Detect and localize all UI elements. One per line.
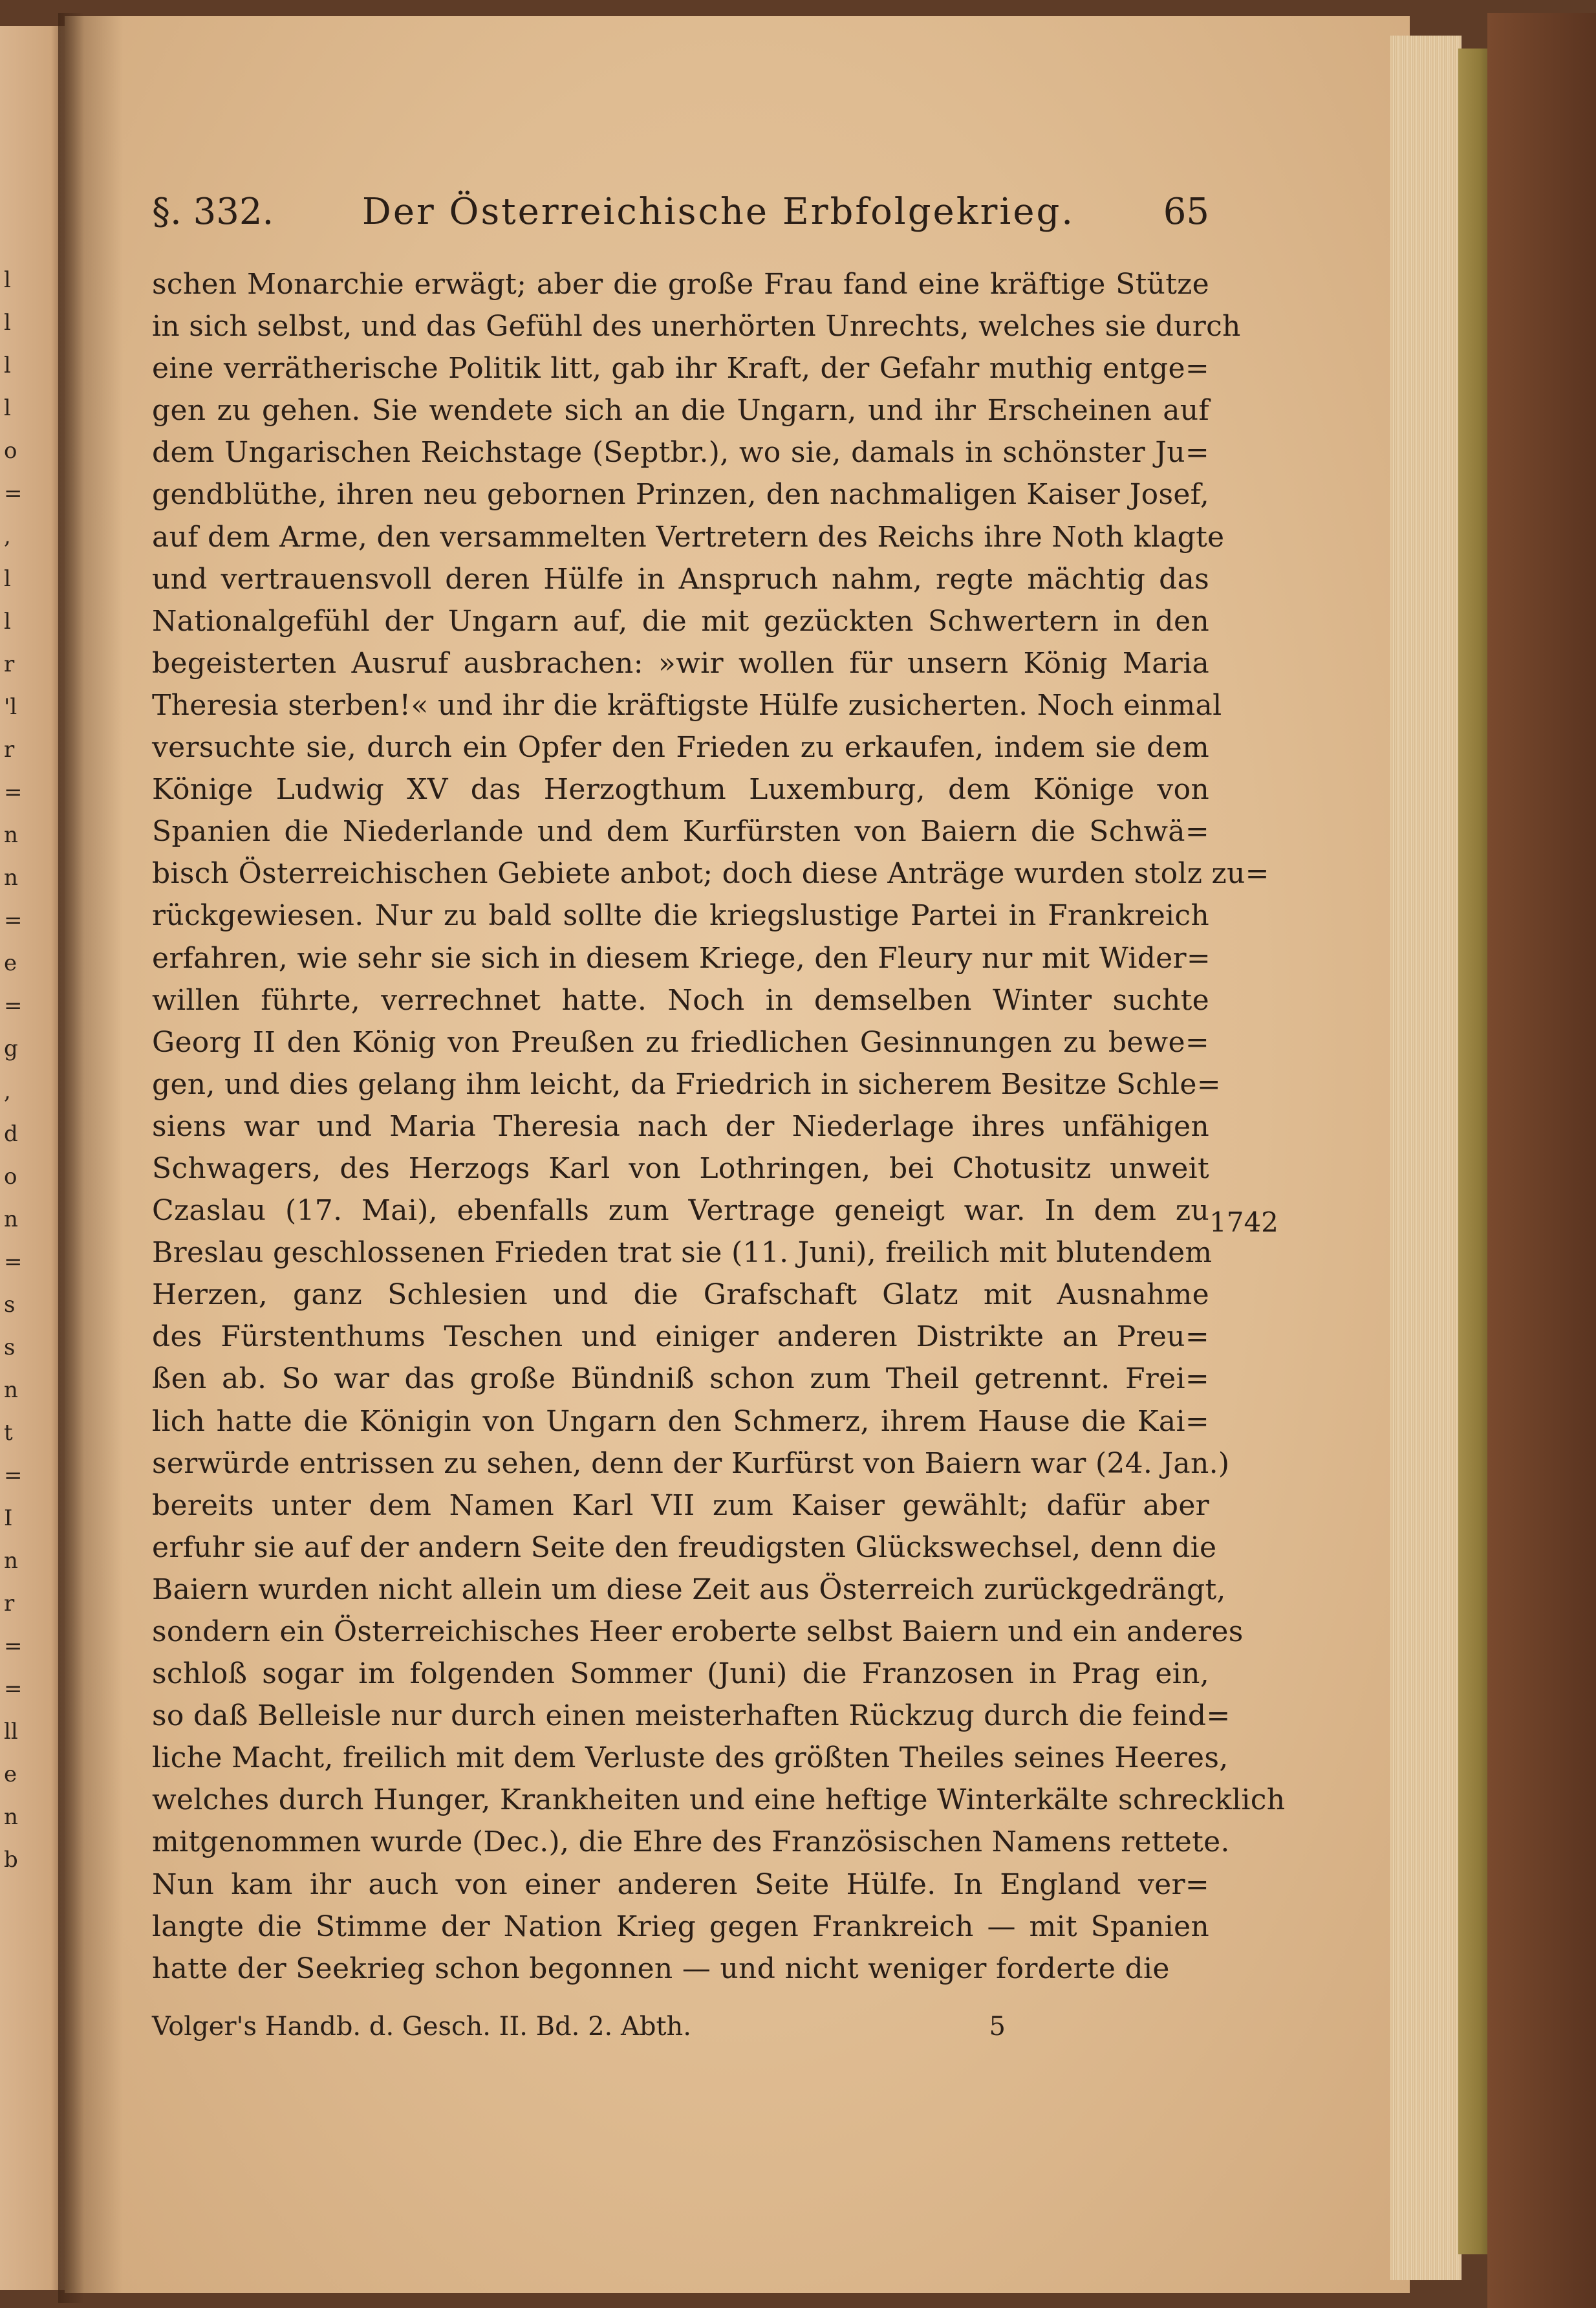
margin-letter: e <box>4 950 17 976</box>
text-line: Schwagers, des Herzogs Karl von Lothringen, bei Chotusitz unweit <box>152 1151 1209 1185</box>
margin-letter: t <box>4 1420 13 1446</box>
text-line: begeisterten Ausruf ausbrachen: »wir wollen für unsern König Maria <box>152 646 1209 680</box>
margin-letter: r <box>4 737 15 763</box>
margin-letter: = <box>4 779 23 805</box>
text-line: rückgewiesen. Nur zu bald sollte die kriegslustige Partei in Frankreich <box>152 899 1209 933</box>
text-line: liche Macht, freilich mit dem Verluste des größten Theiles seines Heeres, <box>152 1741 1229 1775</box>
text-line: Theresia sterben!« und ihr die kräftigste Hülfe zusicherten. Noch einmal <box>152 688 1222 722</box>
page-block-edges <box>1390 36 1461 2280</box>
margin-letter: o <box>4 1164 17 1190</box>
text-line: Baiern wurden nicht allein um diese Zeit aus Österreich zurückgedrängt, <box>152 1573 1226 1606</box>
text-line: erfahren, wie sehr sie sich in diesem Kriege, den Fleury nur mit Wider= <box>152 941 1211 975</box>
margin-letter: l <box>4 566 11 592</box>
text-line: Nun kam ihr auch von einer anderen Seite Hülfe. In England ver= <box>152 1867 1209 1901</box>
margin-letter: r <box>4 651 15 677</box>
text-line: bereits unter dem Namen Karl VII zum Kaiser gewählt; dafür aber <box>152 1488 1209 1522</box>
spine-shadow <box>58 13 84 2303</box>
text-line: sondern ein Österreichisches Heer eroberte selbst Baiern und ein anderes <box>152 1615 1244 1648</box>
footer-signature: Volger's Handb. d. Gesch. II. Bd. 2. Abth. <box>152 2012 692 2041</box>
text-line: gen, und dies gelang ihm leicht, da Friedrich in sicherem Besitze Schle= <box>152 1067 1221 1101</box>
text-line: Georg II den König von Preußen zu friedlichen Gesinnungen zu bewe= <box>152 1025 1209 1059</box>
text-line: und vertrauensvoll deren Hülfe in Anspruch nahm, regte mächtig das <box>152 562 1209 596</box>
text-line: Nationalgefühl der Ungarn auf, die mit gezückten Schwertern in den <box>152 604 1209 638</box>
text-line: schloß sogar im folgenden Sommer (Juni) die Franzosen in Prag ein, <box>152 1657 1209 1691</box>
text-line: welches durch Hunger, Krankheiten und eine heftige Winterkälte schrecklich <box>152 1783 1286 1817</box>
margin-letter: s <box>4 1334 16 1360</box>
margin-letter: l <box>4 353 11 378</box>
margin-letter: = <box>4 1463 23 1488</box>
text-line: so daß Belleisle nur durch einen meisterhaften Rückzug durch die feind= <box>152 1699 1231 1733</box>
text-line: des Fürstenthums Teschen und einiger anderen Distrikte an Preu= <box>152 1320 1209 1354</box>
margin-letter: s <box>4 1292 16 1318</box>
page-footer <box>152 2012 1006 2041</box>
margin-letter: l <box>4 395 11 421</box>
margin-letter: e <box>4 1761 17 1787</box>
margin-letter: n <box>4 1804 18 1830</box>
margin-letter: I <box>4 1505 13 1531</box>
margin-letter: 'l <box>4 694 17 720</box>
text-line: dem Ungarischen Reichstage (Septbr.), wo sie, damals in schönster Ju= <box>152 436 1209 470</box>
text-line: Spanien die Niederlande und dem Kurfürsten von Baiern die Schwä= <box>152 815 1209 849</box>
text-line: auf dem Arme, den versammelten Vertretern des Reichs ihre Noth klagte <box>152 520 1225 554</box>
text-line: Herzen, ganz Schlesien und die Grafschaft Glatz mit Ausnahme <box>152 1278 1209 1312</box>
margin-letter: r <box>4 1591 15 1617</box>
page-number: 65 <box>1163 191 1209 233</box>
text-line: hatte der Seekrieg schon begonnen — und nicht weniger forderte die <box>152 1952 1170 1985</box>
margin-letter: n <box>4 1548 18 1574</box>
margin-letter: = <box>4 1633 23 1659</box>
margin-letter: n <box>4 822 18 848</box>
margin-letter: , <box>4 1078 11 1104</box>
text-line: willen führte, verrechnet hatte. Noch in demselben Winter suchte <box>152 983 1209 1017</box>
margin-letter: l <box>4 267 11 293</box>
text-line: lich hatte die Königin von Ungarn den Schmerz, ihrem Hause die Kai= <box>152 1404 1209 1438</box>
chapter-title: Der Österreichische Erbfolgekrieg. <box>361 191 1075 233</box>
margin-letter: = <box>4 1676 23 1702</box>
margin-letter: n <box>4 1206 18 1232</box>
text-line: schen Monarchie erwägt; aber die große Frau fand eine kräftige Stütze <box>152 268 1209 301</box>
margin-letter: = <box>4 993 23 1019</box>
running-head <box>152 191 1209 249</box>
text-line: mitgenommen wurde (Dec.), die Ehre des Französischen Namens rettete. <box>152 1825 1230 1859</box>
text-line: gendblüthe, ihren neu gebornen Prinzen, den nachmaligen Kaiser Josef, <box>152 478 1209 512</box>
margin-year-note: 1742 <box>1209 1206 1278 1238</box>
margin-letter: g <box>4 1036 18 1061</box>
margin-letter: l <box>4 310 11 336</box>
margin-letter: = <box>4 1249 23 1275</box>
margin-letter: = <box>4 481 23 506</box>
margin-letter: b <box>4 1847 18 1873</box>
margin-letter: ll <box>4 1719 18 1745</box>
margin-letter: n <box>4 865 18 891</box>
text-line: serwürde entrissen zu sehen, denn der Kurfürst von Baiern war (24. Jan.) <box>152 1446 1230 1480</box>
margin-letter: = <box>4 908 23 933</box>
margin-letter: d <box>4 1121 18 1147</box>
margin-letter: n <box>4 1377 18 1403</box>
sheet-number: 5 <box>989 2012 1006 2041</box>
book-cover <box>1487 13 1596 2308</box>
margin-letter: o <box>4 438 17 464</box>
text-line: Breslau geschlossenen Frieden trat sie (11. Juni), freilich mit blutendem <box>152 1236 1213 1270</box>
text-line: Könige Ludwig XV das Herzogthum Luxemburg, dem Könige von <box>152 773 1209 807</box>
text-line: langte die Stimme der Nation Krieg gegen Frankreich — mit Spanien <box>152 1910 1209 1943</box>
margin-letter: , <box>4 523 11 549</box>
text-line: siens war und Maria Theresia nach der Niederlage ihres unfähigen <box>152 1109 1209 1143</box>
left-page-margin-letters <box>4 259 56 1881</box>
text-line: bisch Österreichischen Gebiete anbot; doch diese Anträge wurden stolz zu= <box>152 857 1269 891</box>
text-line: versuchte sie, durch ein Opfer den Frieden zu erkaufen, indem sie dem <box>152 731 1209 765</box>
text-line: in sich selbst, und das Gefühl des unerhörten Unrechts, welches sie durch <box>152 310 1241 343</box>
section-number: §. 332. <box>152 191 274 233</box>
text-line: ßen ab. So war das große Bündniß schon zum Theil getrennt. Frei= <box>152 1362 1209 1396</box>
text-line: eine verrätherische Politik litt, gab ihr Kraft, der Gefahr muthig entge= <box>152 352 1209 386</box>
text-line: Czaslau (17. Mai), ebenfalls zum Vertrage geneigt war. In dem zu <box>152 1194 1209 1228</box>
margin-letter: l <box>4 609 11 635</box>
text-line: gen zu gehen. Sie wendete sich an die Ungarn, und ihr Erscheinen auf <box>152 394 1209 428</box>
text-line: erfuhr sie auf der andern Seite den freudigsten Glückswechsel, denn die <box>152 1530 1217 1564</box>
